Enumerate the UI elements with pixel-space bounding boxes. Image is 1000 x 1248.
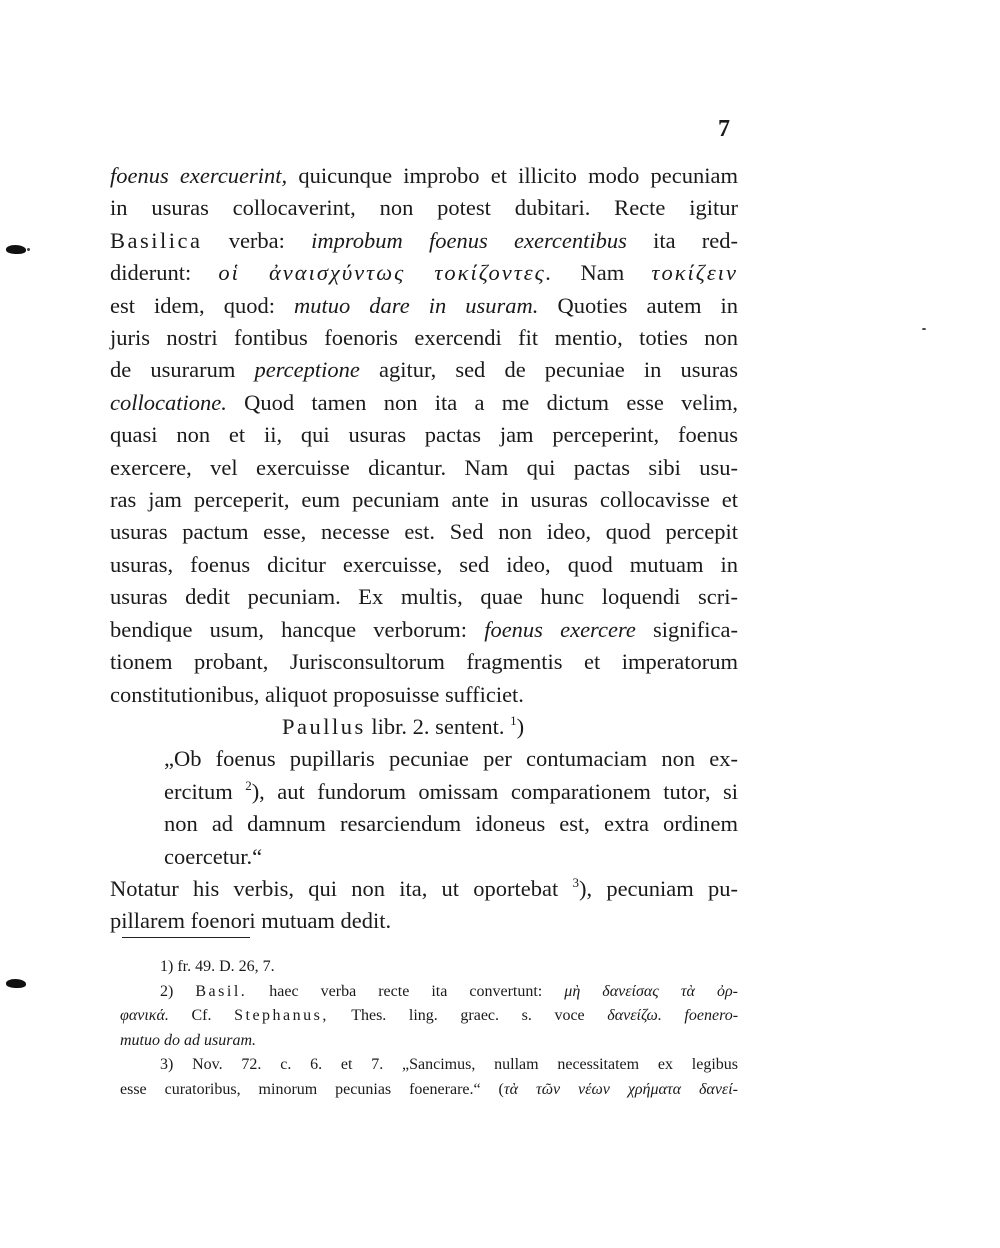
text-run: φανικά.	[120, 1007, 169, 1024]
text-run: δανείζω. foenero-	[607, 1007, 739, 1024]
text-run: foenus exercere	[484, 616, 636, 642]
text-run: 3) Nov. 72. c. 6. et 7. „Sancimus, nullam necessitatem ex legibus	[160, 1056, 738, 1073]
text-run: „Ob foenus pupillaris pecuniae per contumaciam non ex-	[164, 746, 738, 772]
text-line	[110, 581, 738, 613]
text-line	[110, 549, 738, 581]
text-run: Basil.	[195, 982, 248, 1000]
footnote-divider	[122, 937, 250, 938]
text-run: Stephanus,	[234, 1007, 329, 1024]
page-number: 7	[718, 116, 730, 142]
text-run: diderunt:	[110, 260, 219, 286]
text-run: οἱ ἀναισχύντως τοκίζοντες.	[218, 260, 554, 286]
text-run: de usurarum	[110, 357, 255, 383]
text-run: usuras pactum esse, necesse est. Sed non ideo, quod percepit	[110, 519, 738, 545]
text-run: est idem, quod:	[110, 292, 294, 318]
text-line	[110, 516, 738, 548]
text-line	[110, 873, 738, 905]
text-run: Basilica	[110, 227, 203, 253]
text-line	[110, 905, 738, 937]
text-run: Nam	[553, 260, 652, 286]
footnote-line	[120, 1053, 738, 1078]
text-line	[110, 192, 738, 224]
scan-speck	[27, 248, 30, 251]
footnote-marker: 2	[245, 777, 252, 793]
text-run: significa-	[635, 616, 738, 642]
text-run: coercetur.“	[164, 843, 263, 869]
text-line	[110, 614, 738, 646]
text-run: constitutionibus, aliquot proposuisse sufficiet.	[110, 681, 524, 707]
text-run: agitur, sed de pecuniae in usuras	[359, 357, 738, 383]
text-run: esse curatoribus, minorum pecunias foenerare.“ (	[120, 1080, 504, 1098]
text-run: in usuras collocaverint, non potest dubitari. Recte igitur	[110, 195, 738, 221]
text-line	[110, 452, 738, 484]
footnotes	[120, 955, 738, 1102]
text-run: haec verba recte ita convertunt:	[247, 982, 565, 1000]
text-run: ), aut fundorum omissam comparationem tutor, si	[251, 778, 738, 804]
text-run: usuras dedit pecuniam. Ex multis, quae hunc loquendi scri-	[110, 584, 738, 610]
text-run: Quoties autem in	[538, 292, 738, 318]
text-run: ras jam perceperit, eum pecuniam ante in usuras collocavisse et	[110, 487, 738, 513]
text-line	[110, 808, 738, 840]
text-run: exercere, vel exercuisse dicantur. Nam qui pactas sibi usu-	[110, 454, 738, 480]
text-run: μὴ δανείσας τὰ ὀρ-	[564, 982, 738, 1000]
text-line	[110, 419, 738, 451]
footnote-marker: 1	[510, 712, 517, 728]
text-run: Thes. ling. graec. s. voce	[328, 1007, 608, 1024]
text-run: quasi non et ii, qui usuras pactas jam perceperint, foenus	[110, 422, 738, 448]
text-run: pillarem foenori mutuam dedit.	[110, 908, 392, 934]
text-run: improbum foenus exercentibus	[311, 227, 627, 253]
text-run: verba:	[202, 227, 312, 253]
text-run: collocatione.	[110, 389, 227, 415]
footnote-line	[120, 1078, 738, 1103]
text-line	[110, 711, 738, 743]
footnote-line	[120, 980, 738, 1005]
margin-mark-lower	[6, 979, 26, 988]
text-run: usuras, foenus dicitur exercuisse, sed ideo, quod mutuam in	[110, 551, 738, 577]
text-line	[110, 776, 738, 808]
text-run: libr. 2. sentent.	[365, 713, 511, 739]
text-line	[110, 646, 738, 678]
text-run: tionem probant, Jurisconsultorum fragmentis et imperatorum	[110, 649, 738, 675]
text-run: 1) fr. 49. D. 26, 7.	[160, 958, 275, 975]
text-line	[110, 257, 738, 289]
text-run: mutuo do ad usuram.	[120, 1031, 257, 1049]
text-run: bendique usum, hancque verborum:	[110, 616, 485, 642]
text-line	[110, 290, 738, 322]
text-run: foenus exercuerint,	[110, 163, 288, 188]
text-run: Paullus	[282, 713, 366, 739]
text-run: ercitum	[164, 778, 246, 804]
scan-speck	[922, 328, 926, 330]
text-run: τοκίζειν	[651, 260, 738, 286]
text-line	[110, 322, 738, 354]
text-run: )	[516, 713, 525, 739]
text-run: mutuo dare in usuram.	[293, 292, 539, 318]
text-run: non ad damnum resarciendum idoneus est, extra ordinem	[164, 811, 738, 837]
text-run: τὰ τῶν νέων χρήματα δανεί-	[503, 1080, 739, 1098]
text-line	[110, 354, 738, 386]
footnote-line	[120, 1029, 738, 1054]
text-run: juris nostri fontibus foenoris exercendi fit mentio, toties non	[110, 325, 738, 351]
footnote-line	[120, 955, 738, 980]
text-line	[110, 387, 738, 419]
text-line	[110, 679, 738, 711]
text-run: Cf.	[168, 1007, 235, 1024]
text-line	[110, 484, 738, 516]
text-line	[110, 841, 738, 873]
text-run: Quod tamen non ita a me dictum esse velim,	[226, 389, 738, 415]
text-line	[110, 743, 738, 775]
text-run: ita red-	[626, 227, 739, 253]
main-text	[110, 160, 738, 938]
margin-mark-upper	[6, 245, 26, 254]
text-line	[110, 160, 738, 192]
text-run: Notatur his verbis, qui non ita, ut oportebat	[110, 875, 573, 901]
text-line	[110, 225, 738, 257]
text-run: quicunque improbo et illicito modo pecuniam	[287, 163, 739, 188]
text-run: 2)	[160, 982, 196, 1000]
footnote-line	[120, 1004, 738, 1029]
text-run: perceptione	[254, 357, 360, 383]
footnote-marker: 3	[572, 874, 579, 890]
text-run: ), pecuniam pu-	[578, 875, 739, 901]
